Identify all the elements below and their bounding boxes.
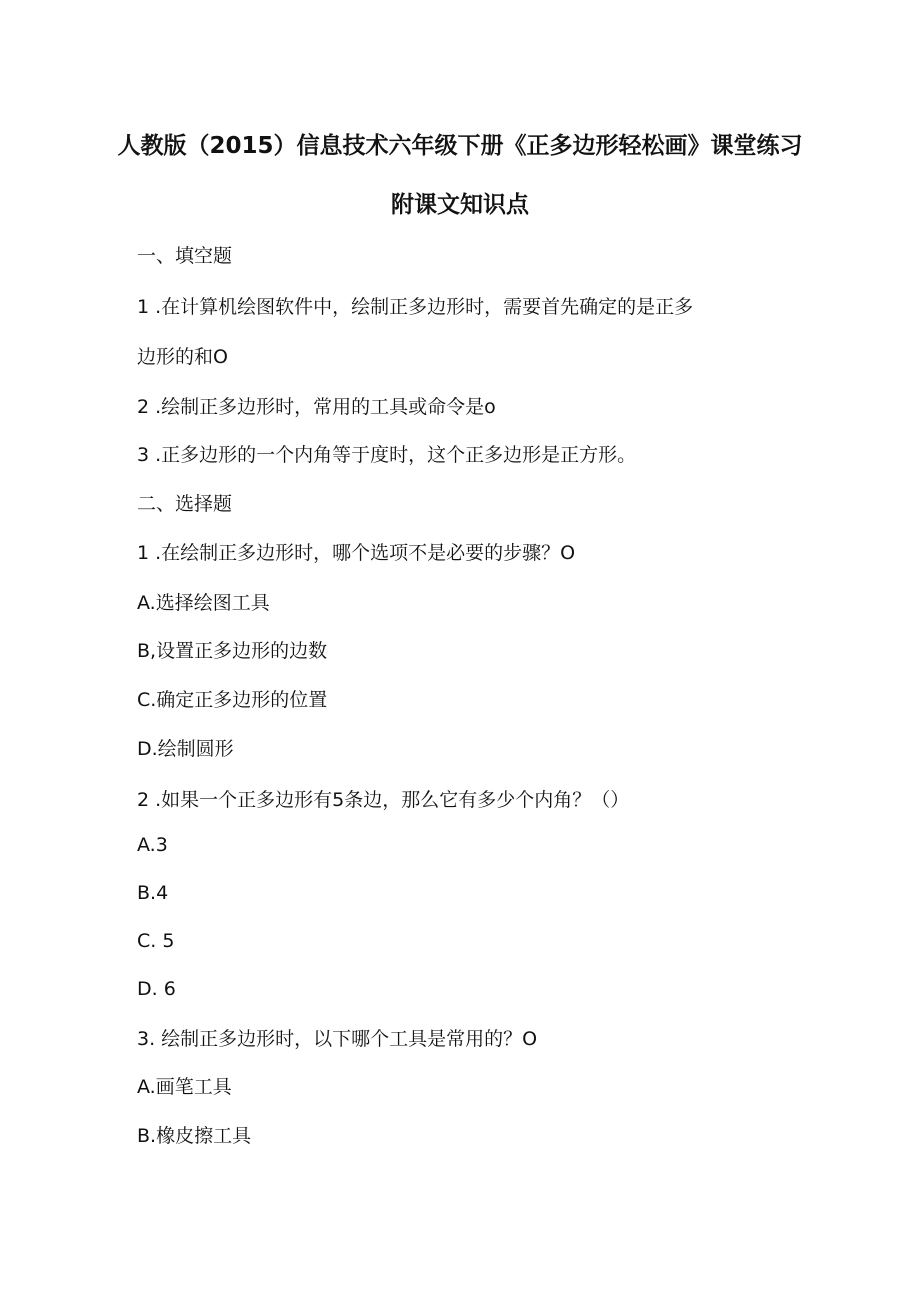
section-heading-fill-blank: 一、填空题: [137, 245, 233, 267]
fill-question-1-line-2: 边形的和O: [137, 346, 228, 368]
section-heading-multiple-choice: 二、选择题: [137, 493, 233, 515]
choice-question-1-option-a: A.选择绘图工具: [137, 592, 270, 614]
choice-question-1-option-c: C.确定正多边形的位置: [137, 689, 328, 711]
choice-question-2-option-d: D. 6: [137, 978, 176, 1000]
choice-question-1-option-b: B,设置正多边形的边数: [137, 640, 328, 662]
choice-question-3: 3. 绘制正多边形时，以下哪个工具是常用的？O: [137, 1028, 538, 1050]
choice-question-1: 1 .在绘制正多边形时，哪个选项不是必要的步骤？O: [137, 542, 576, 564]
choice-question-1-option-d: D.绘制圆形: [137, 738, 234, 760]
choice-question-2-option-c: C. 5: [137, 930, 175, 952]
document-title-line-1: 人教版（2015）信息技术六年级下册《正多边形轻松画》课堂练习: [117, 133, 803, 159]
document-title-line-2: 附课文知识点: [391, 192, 529, 218]
fill-question-3: 3 .正多边形的一个内角等于度时，这个正多边形是正方形。: [137, 444, 637, 466]
fill-question-1-line-1: 1 .在计算机绘图软件中，绘制正多边形时，需要首先确定的是正多: [137, 296, 694, 318]
choice-question-3-option-b: B.橡皮擦工具: [137, 1125, 252, 1147]
choice-question-2-option-b: B.4: [137, 882, 169, 904]
fill-question-2: 2 .绘制正多边形时，常用的工具或命令是o: [137, 396, 496, 418]
choice-question-3-option-a: A.画笔工具: [137, 1076, 232, 1098]
choice-question-2: 2 .如果一个正多边形有5条边，那么它有多少个内角？（）: [137, 789, 630, 811]
choice-question-2-option-a: A.3: [137, 834, 168, 856]
